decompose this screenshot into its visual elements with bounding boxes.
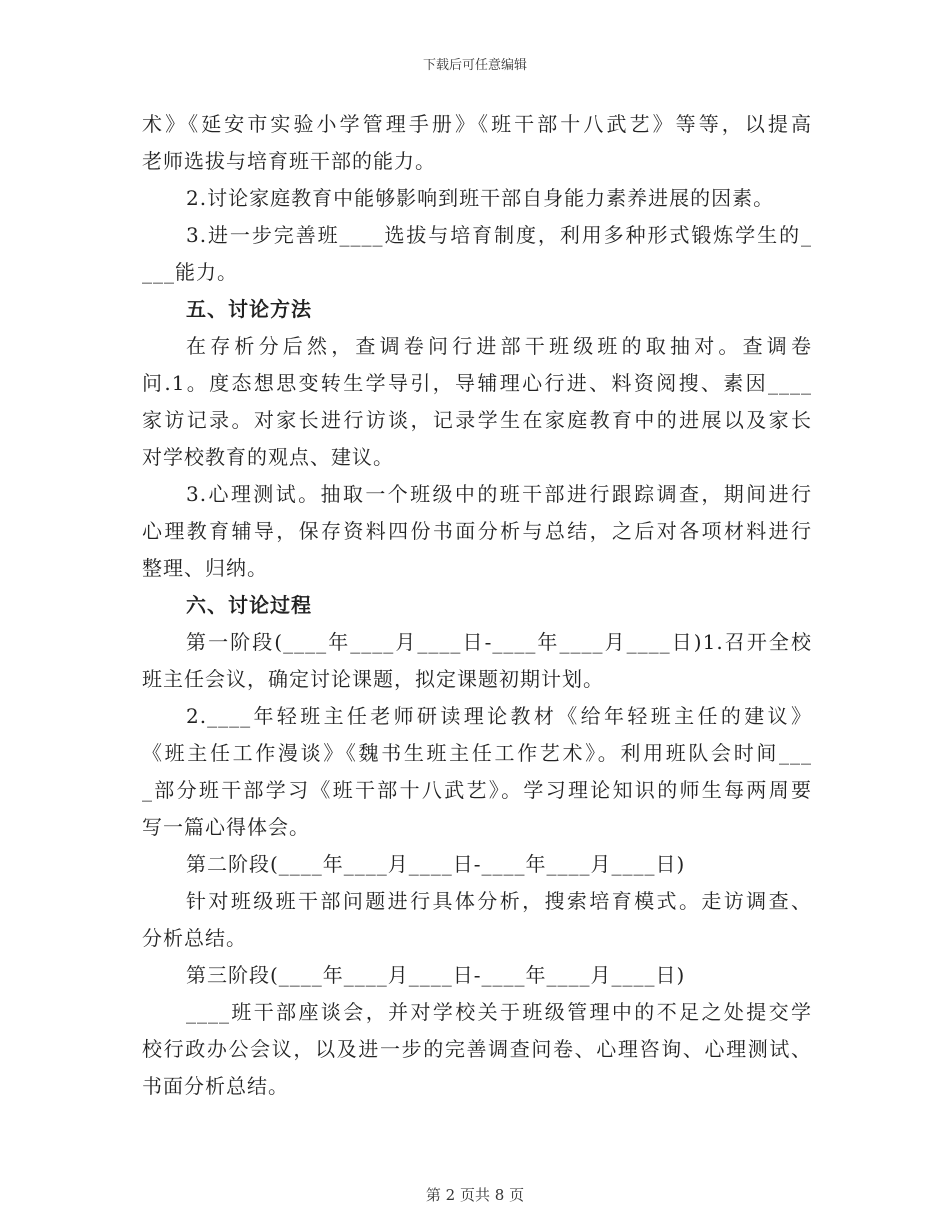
page-header: 下载后可任意编辑 bbox=[422, 58, 527, 73]
text-line: 老师选拔与培育班干部的能力。 bbox=[142, 149, 436, 173]
text-line: 问.1。度态想思变转生学导引，导辅理心行进、料资阅搜、素因____ bbox=[142, 371, 812, 395]
text-line: 整理、归纳。 bbox=[142, 556, 268, 580]
text-line: 第三阶段(____年____月____日-____年____月____日) bbox=[186, 963, 686, 987]
text-line: 书面分析总结。 bbox=[142, 1074, 289, 1098]
page-footer: 第 2 页共 8 页 bbox=[425, 1186, 525, 1204]
text-line: 术》《延安市实验小学管理手册》《班干部十八武艺》等等，以提高 bbox=[142, 112, 812, 136]
text-line: 在存析分后然，查调卷问行进部干班级班的取抽对。查调卷 bbox=[186, 334, 812, 358]
text-line: _部分班干部学习《班干部十八武艺》。学习理论知识的师生每两周要 bbox=[142, 778, 812, 802]
text-line: 3.进一步完善班____选拔与培育制度，利用多种形式锻炼学生的_ bbox=[186, 223, 812, 247]
text-line: ____班干部座谈会，并对学校关于班级管理中的不足之处提交学 bbox=[186, 1000, 812, 1024]
text-line: 家访记录。对家长进行访谈，记录学生在家庭教育中的进展以及家长 bbox=[142, 408, 812, 432]
text-line: 写一篇心得体会。 bbox=[142, 815, 310, 839]
text-line: 2.讨论家庭教育中能够影响到班干部自身能力素养进展的因素。 bbox=[186, 186, 775, 210]
text-line: ___能力。 bbox=[142, 260, 238, 284]
text-line: 校行政办公会议，以及进一步的完善调查问卷、心理咨询、心理测试、 bbox=[142, 1037, 812, 1061]
section-heading: 五、讨论方法 bbox=[186, 297, 312, 321]
text-line: 心理教育辅导，保存资料四份书面分析与总结，之后对各项材料进行 bbox=[142, 519, 812, 543]
text-line: 班主任会议，确定讨论课题，拟定课题初期计划。 bbox=[142, 667, 604, 691]
text-line: 3.心理测试。抽取一个班级中的班干部进行跟踪调查，期间进行 bbox=[186, 482, 812, 506]
text-line: 2.____年轻班主任老师研读理论教材《给年轻班主任的建议》 bbox=[186, 704, 812, 728]
text-line: 针对班级班干部问题进行具体分析，搜索培育模式。走访调查、 bbox=[186, 889, 812, 913]
document-body bbox=[142, 106, 812, 1105]
text-line: 对学校教育的观点、建议。 bbox=[142, 445, 394, 469]
text-line: 第一阶段(____年____月____日-____年____月____日)1.召开全校 bbox=[186, 630, 812, 654]
text-line: 《班主任工作漫谈》《魏书生班主任工作艺术》。利用班队会时间___ bbox=[142, 741, 812, 765]
text-line: 第二阶段(____年____月____日-____年____月____日) bbox=[186, 852, 686, 876]
section-heading: 六、讨论过程 bbox=[186, 593, 312, 617]
text-line: 分析总结。 bbox=[142, 926, 247, 950]
